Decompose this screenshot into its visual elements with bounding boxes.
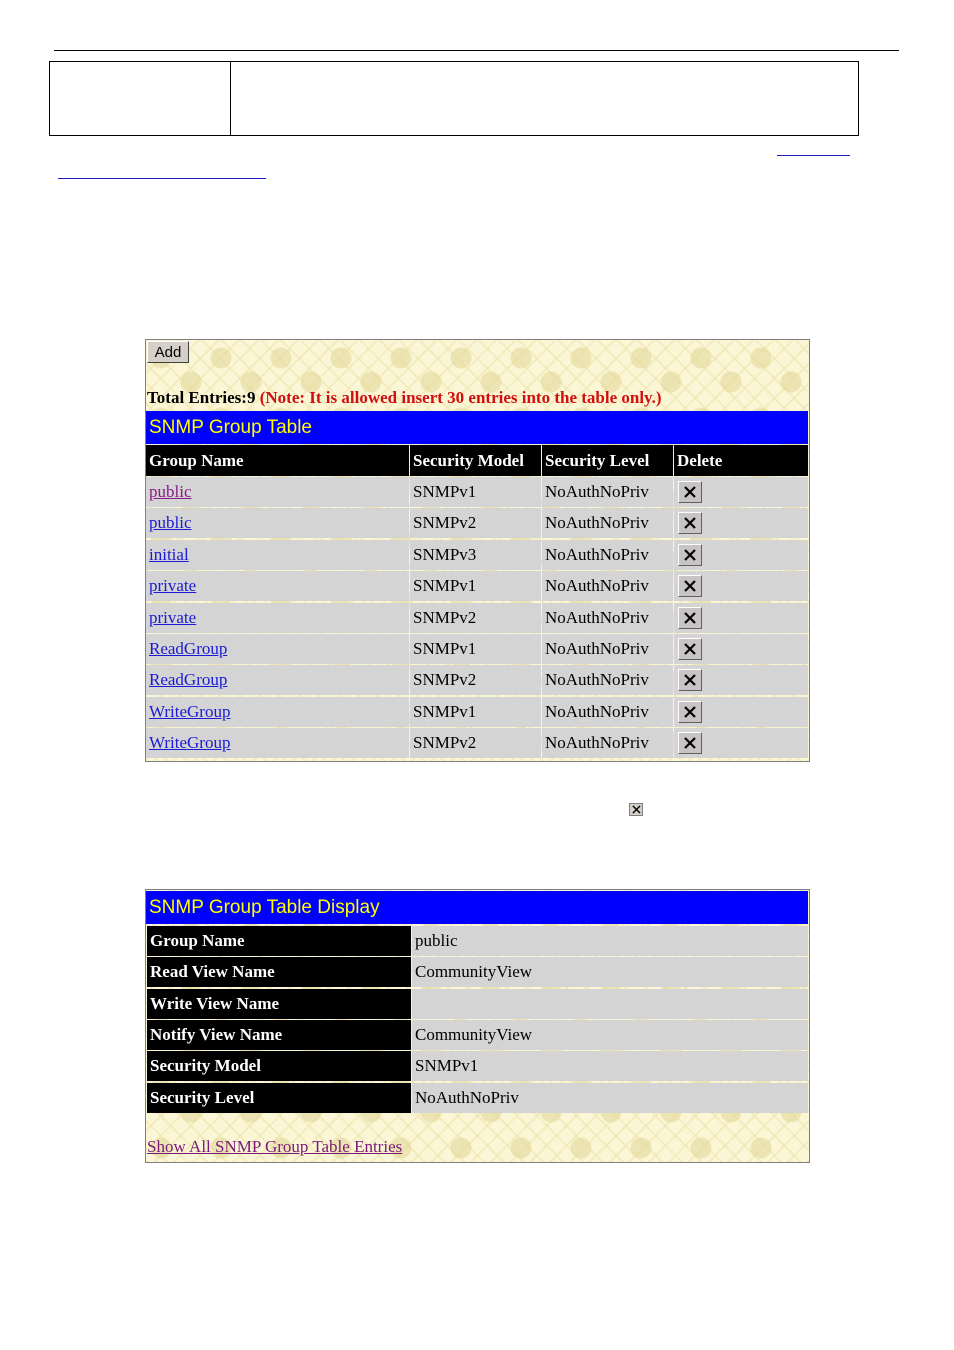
close-x-icon (682, 547, 698, 563)
delete-cell (674, 665, 808, 695)
display-field-value: public (412, 926, 808, 956)
top-table-divider (230, 61, 231, 136)
display-field-label: Read View Name (147, 957, 411, 987)
security-level-cell: NoAuthNoPriv (542, 728, 673, 758)
display-field-value: NoAuthNoPriv (412, 1083, 808, 1113)
entries-note: (Note: It is allowed insert 30 entries into the table only.) (259, 388, 662, 407)
display-field-label: Security Level (147, 1083, 411, 1113)
group-name-cell (146, 728, 409, 758)
group-name-cell (146, 665, 409, 695)
close-x-icon (682, 610, 698, 626)
link-underline[interactable] (58, 178, 266, 179)
group-name-link[interactable]: WriteGroup (149, 733, 231, 752)
delete-button[interactable] (678, 701, 702, 723)
security-level-cell: NoAuthNoPriv (542, 665, 673, 695)
show-all-entries-link[interactable]: Show All SNMP Group Table Entries (147, 1137, 403, 1156)
security-level-cell: NoAuthNoPriv (542, 603, 673, 633)
delete-button[interactable] (678, 575, 702, 597)
group-name-link[interactable]: ReadGroup (149, 670, 228, 689)
column-header-security-model: Security Model (410, 445, 541, 476)
delete-button[interactable] (678, 607, 702, 629)
close-x-icon (682, 578, 698, 594)
close-x-icon (682, 704, 698, 720)
security-model-cell: SNMPv2 (410, 603, 541, 633)
delete-cell (674, 540, 808, 570)
security-model-cell: SNMPv1 (410, 697, 541, 727)
group-name-cell (146, 697, 409, 727)
delete-button[interactable] (678, 638, 702, 660)
delete-button[interactable] (678, 544, 702, 566)
display-field-value: CommunityView (412, 957, 808, 987)
security-level-cell: NoAuthNoPriv (542, 477, 673, 507)
group-name-link[interactable]: private (149, 608, 197, 627)
delete-button[interactable] (678, 481, 702, 503)
security-model-cell: SNMPv1 (410, 634, 541, 664)
group-name-cell (146, 603, 409, 633)
group-name-link[interactable]: public (149, 513, 192, 532)
group-name-link[interactable]: initial (149, 545, 189, 564)
display-field-label: Write View Name (147, 989, 411, 1019)
group-name-cell (146, 540, 409, 570)
delete-cell (674, 697, 808, 727)
total-entries-count: Total Entries:9 (147, 388, 256, 407)
link-underline[interactable] (777, 155, 850, 156)
group-name-cell (146, 508, 409, 538)
table-title: SNMP Group Table (146, 411, 808, 444)
display-field-value: CommunityView (412, 1020, 808, 1050)
display-title: SNMP Group Table Display (146, 891, 808, 924)
security-level-cell: NoAuthNoPriv (542, 508, 673, 538)
delete-cell (674, 634, 808, 664)
security-model-cell: SNMPv1 (410, 571, 541, 601)
display-field-label: Security Model (147, 1051, 411, 1081)
close-x-icon (682, 672, 698, 688)
security-model-cell: SNMPv2 (410, 665, 541, 695)
top-table-box (49, 61, 859, 136)
group-name-cell (146, 477, 409, 507)
security-level-cell: NoAuthNoPriv (542, 697, 673, 727)
delete-cell (674, 477, 808, 507)
close-x-icon (682, 735, 698, 751)
delete-icon-inline (629, 803, 643, 816)
add-button[interactable]: Add (147, 341, 189, 363)
display-field-label: Group Name (147, 926, 411, 956)
display-field-value (412, 989, 808, 1019)
security-model-cell: SNMPv1 (410, 477, 541, 507)
group-name-cell (146, 634, 409, 664)
column-header-security-level: Security Level (542, 445, 673, 476)
delete-cell (674, 728, 808, 758)
group-name-cell (146, 571, 409, 601)
security-level-cell: NoAuthNoPriv (542, 571, 673, 601)
security-level-cell: NoAuthNoPriv (542, 634, 673, 664)
top-rule (54, 50, 899, 51)
group-name-link[interactable]: ReadGroup (149, 639, 228, 658)
group-name-link[interactable]: WriteGroup (149, 702, 231, 721)
group-name-link[interactable]: public (149, 482, 192, 501)
group-name-link[interactable]: private (149, 576, 197, 595)
total-entries (147, 388, 662, 408)
delete-button[interactable] (678, 669, 702, 691)
security-model-cell: SNMPv2 (410, 728, 541, 758)
close-x-icon (682, 515, 698, 531)
column-header-group-name: Group Name (146, 445, 409, 476)
column-header-delete: Delete (674, 445, 808, 476)
display-field-value: SNMPv1 (412, 1051, 808, 1081)
delete-button[interactable] (678, 732, 702, 754)
security-model-cell: SNMPv3 (410, 540, 541, 570)
security-model-cell: SNMPv2 (410, 508, 541, 538)
close-x-icon (682, 641, 698, 657)
delete-cell (674, 571, 808, 601)
delete-cell (674, 603, 808, 633)
delete-cell (674, 508, 808, 538)
display-field-label: Notify View Name (147, 1020, 411, 1050)
security-level-cell: NoAuthNoPriv (542, 540, 673, 570)
close-x-icon (682, 484, 698, 500)
delete-button[interactable] (678, 512, 702, 534)
